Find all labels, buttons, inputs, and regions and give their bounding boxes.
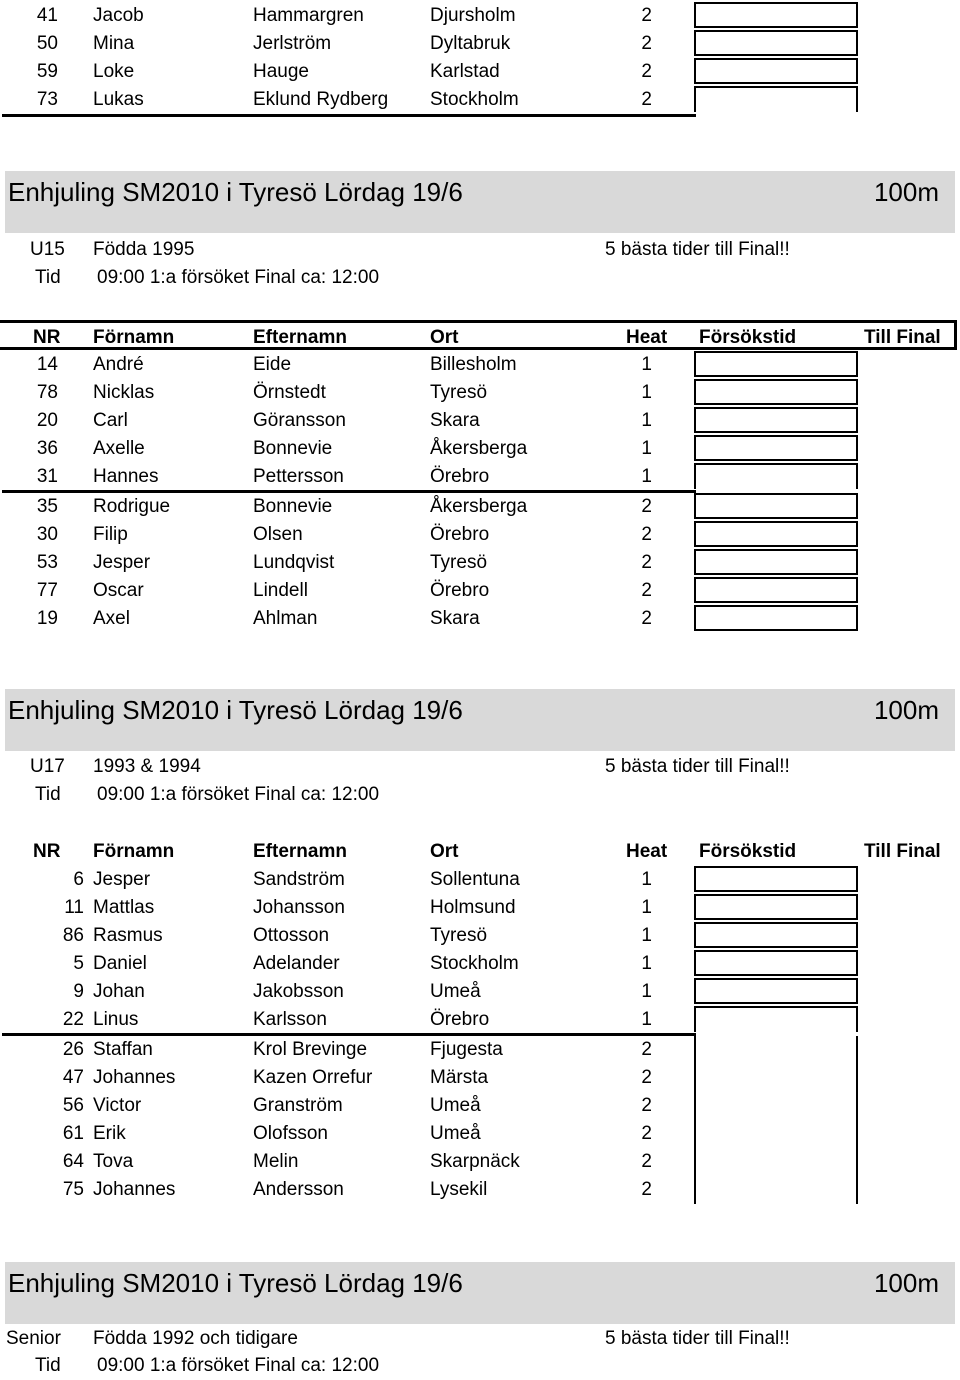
column-edge xyxy=(856,1036,858,1204)
efternamn-cell: Hammargren xyxy=(253,5,364,26)
fornamn-cell: André xyxy=(93,354,144,375)
table-row xyxy=(0,407,960,435)
heat-cell: 1 xyxy=(641,466,652,487)
nr-cell: 59 xyxy=(36,61,58,82)
table-row xyxy=(0,435,960,463)
ort-cell: Djursholm xyxy=(430,5,516,26)
table-row xyxy=(0,894,960,922)
section-distance: 100m xyxy=(873,1268,939,1298)
ort-cell: Örebro xyxy=(430,524,490,545)
table-row xyxy=(0,351,960,379)
forsokstid-input-box[interactable] xyxy=(694,463,858,489)
nr-cell: 26 xyxy=(62,1039,84,1060)
table-row xyxy=(0,549,960,577)
ort-cell: Stockholm xyxy=(430,953,519,974)
fornamn-cell: Daniel xyxy=(93,953,147,974)
class-info xyxy=(0,236,960,264)
tid-label: Tid xyxy=(35,1355,61,1376)
ort-cell: Örebro xyxy=(430,1009,490,1030)
section-distance: 100m xyxy=(873,177,939,207)
col-header-efternamn: Efternamn xyxy=(253,841,347,862)
col-header-heat: Heat xyxy=(626,327,668,348)
nr-cell: 50 xyxy=(36,33,58,54)
heat-cell: 2 xyxy=(641,33,652,54)
fornamn-cell: Carl xyxy=(93,410,128,431)
heat-cell: 1 xyxy=(641,354,652,375)
section-title: Enhjuling SM2010 i Tyresö Lördag 19/6 xyxy=(8,695,463,725)
nr-cell: 47 xyxy=(62,1067,84,1088)
tid-label: Tid xyxy=(35,267,61,288)
ort-cell: Dyltabruk xyxy=(430,33,511,54)
col-header-fornamn: Förnamn xyxy=(93,841,175,862)
nr-cell: 41 xyxy=(36,5,58,26)
heat-cell: 1 xyxy=(641,1009,652,1030)
efternamn-cell: Bonnevie xyxy=(253,438,333,459)
heat-cell: 2 xyxy=(641,1039,652,1060)
ort-cell: Örebro xyxy=(430,580,490,601)
heat-cell: 2 xyxy=(641,1095,652,1116)
col-header-till-final: Till Final xyxy=(864,841,941,862)
fornamn-cell: Johan xyxy=(93,981,145,1002)
time-info xyxy=(0,1352,960,1380)
heat-cell: 1 xyxy=(641,382,652,403)
table-header xyxy=(0,837,960,867)
table-row xyxy=(0,950,960,978)
nr-cell: 75 xyxy=(62,1179,84,1200)
table-row xyxy=(0,2,960,30)
fornamn-cell: Tova xyxy=(93,1151,134,1172)
nr-cell: 73 xyxy=(36,89,58,110)
fornamn-cell: Mattlas xyxy=(93,897,155,918)
ort-cell: Fjugesta xyxy=(430,1039,503,1060)
table-row xyxy=(0,463,960,491)
fornamn-cell: Axelle xyxy=(93,438,145,459)
col-header-ort: Ort xyxy=(430,841,459,862)
col-header-ort: Ort xyxy=(430,327,459,348)
table-row xyxy=(0,1006,960,1034)
tid-value: 09:00 1:a försöket Final ca: 12:00 xyxy=(97,1355,380,1376)
table-row xyxy=(0,1176,960,1204)
ort-cell: Umeå xyxy=(430,1095,481,1116)
nr-cell: 31 xyxy=(36,466,58,487)
nr-cell: 56 xyxy=(62,1095,84,1116)
fornamn-cell: Hannes xyxy=(93,466,159,487)
nr-cell: 9 xyxy=(73,981,84,1002)
heat-cell: 1 xyxy=(641,410,652,431)
table-row xyxy=(0,1092,960,1120)
nr-cell: 86 xyxy=(62,925,84,946)
ort-cell: Skara xyxy=(430,410,480,431)
heat-cell: 1 xyxy=(641,897,652,918)
final-note: 5 bästa tider till Final!! xyxy=(605,239,790,260)
class-label: U15 xyxy=(30,239,65,260)
class-label: U17 xyxy=(30,756,65,777)
table-row xyxy=(0,978,960,1006)
fornamn-cell: Oscar xyxy=(93,580,144,601)
table-row xyxy=(0,1036,960,1064)
forsokstid-input-box[interactable] xyxy=(694,493,858,519)
fornamn-cell: Johannes xyxy=(93,1179,176,1200)
class-info xyxy=(0,753,960,781)
forsokstid-input-box[interactable] xyxy=(694,351,858,377)
group-divider xyxy=(2,114,696,117)
table-row xyxy=(0,86,960,114)
nr-cell: 19 xyxy=(36,608,58,629)
section-banner xyxy=(5,171,955,233)
ort-cell: Skarpnäck xyxy=(430,1151,520,1172)
ort-cell: Stockholm xyxy=(430,89,519,110)
forsokstid-input-box[interactable] xyxy=(694,605,858,631)
ort-cell: Åkersberga xyxy=(430,438,528,459)
tid-label: Tid xyxy=(35,784,61,805)
nr-cell: 64 xyxy=(62,1151,84,1172)
nr-cell: 6 xyxy=(73,869,84,890)
fornamn-cell: Loke xyxy=(93,61,135,82)
col-header-forsokstid: Försökstid xyxy=(699,841,797,862)
efternamn-cell: Andersson xyxy=(253,1179,344,1200)
efternamn-cell: Melin xyxy=(253,1151,299,1172)
fornamn-cell: Victor xyxy=(93,1095,142,1116)
efternamn-cell: Jakobsson xyxy=(253,981,344,1002)
fornamn-cell: Lukas xyxy=(93,89,144,110)
efternamn-cell: Eide xyxy=(253,354,292,375)
heat-cell: 1 xyxy=(641,438,652,459)
col-header-heat: Heat xyxy=(626,841,668,862)
section-distance: 100m xyxy=(873,695,939,725)
fornamn-cell: Linus xyxy=(93,1009,139,1030)
table-row xyxy=(0,605,960,633)
col-header-till-final: Till Final xyxy=(864,327,941,348)
tid-value: 09:00 1:a försöket Final ca: 12:00 xyxy=(97,267,380,288)
efternamn-cell: Johansson xyxy=(253,897,345,918)
ort-cell: Umeå xyxy=(430,1123,481,1144)
efternamn-cell: Ottosson xyxy=(253,925,330,946)
efternamn-cell: Krol Brevinge xyxy=(253,1039,368,1060)
fornamn-cell: Jesper xyxy=(93,869,151,890)
ort-cell: Holmsund xyxy=(430,897,516,918)
efternamn-cell: Eklund Rydberg xyxy=(253,89,389,110)
efternamn-cell: Granström xyxy=(253,1095,343,1116)
forsokstid-input-box[interactable] xyxy=(694,922,858,948)
forsokstid-input-box[interactable] xyxy=(694,950,858,976)
forsokstid-input-box[interactable] xyxy=(694,1006,858,1032)
heat-cell: 1 xyxy=(641,925,652,946)
efternamn-cell: Olsen xyxy=(253,524,303,545)
nr-cell: 78 xyxy=(36,382,58,403)
heat-cell: 2 xyxy=(641,524,652,545)
class-info xyxy=(0,1325,960,1353)
column-edge xyxy=(694,1036,696,1204)
section-banner xyxy=(5,1262,955,1324)
table-row xyxy=(0,1064,960,1092)
forsokstid-input-box[interactable] xyxy=(694,894,858,920)
table-row xyxy=(0,1120,960,1148)
fornamn-cell: Erik xyxy=(93,1123,126,1144)
table-row xyxy=(0,922,960,950)
efternamn-cell: Ahlman xyxy=(253,608,318,629)
heat-cell: 1 xyxy=(641,869,652,890)
fornamn-cell: Axel xyxy=(93,608,130,629)
col-header-forsokstid: Försökstid xyxy=(699,327,797,348)
tid-value: 09:00 1:a försöket Final ca: 12:00 xyxy=(97,784,380,805)
birth-years: Födda 1992 och tidigare xyxy=(93,1328,298,1349)
forsokstid-input-box[interactable] xyxy=(694,58,858,84)
section-title: Enhjuling SM2010 i Tyresö Lördag 19/6 xyxy=(8,1268,463,1298)
forsokstid-input-box[interactable] xyxy=(694,30,858,56)
nr-cell: 30 xyxy=(36,524,58,545)
class-label: Senior xyxy=(6,1328,61,1349)
ort-cell: Karlstad xyxy=(430,61,500,82)
forsokstid-input-box[interactable] xyxy=(694,549,858,575)
efternamn-cell: Örnstedt xyxy=(253,382,326,403)
efternamn-cell: Göransson xyxy=(253,410,346,431)
section-banner xyxy=(5,689,955,751)
heat-cell: 1 xyxy=(641,981,652,1002)
fornamn-cell: Mina xyxy=(93,33,135,54)
ort-cell: Tyresö xyxy=(430,925,488,946)
efternamn-cell: Bonnevie xyxy=(253,496,333,517)
table-row xyxy=(0,379,960,407)
efternamn-cell: Lindell xyxy=(253,580,308,601)
heat-cell: 2 xyxy=(641,1123,652,1144)
heat-cell: 1 xyxy=(641,953,652,974)
nr-cell: 11 xyxy=(64,897,84,918)
ort-cell: Tyresö xyxy=(430,382,488,403)
forsokstid-input-box[interactable] xyxy=(694,407,858,433)
table-row xyxy=(0,30,960,58)
time-info xyxy=(0,781,960,809)
nr-cell: 22 xyxy=(62,1009,84,1030)
ort-cell: Åkersberga xyxy=(430,496,528,517)
ort-cell: Skara xyxy=(430,608,480,629)
table-row xyxy=(0,521,960,549)
heat-cell: 2 xyxy=(641,1179,652,1200)
forsokstid-input-box[interactable] xyxy=(694,866,858,892)
efternamn-cell: Kazen Orrefur xyxy=(253,1067,373,1088)
final-note: 5 bästa tider till Final!! xyxy=(605,1328,790,1349)
table-row xyxy=(0,866,960,894)
efternamn-cell: Olofsson xyxy=(253,1123,328,1144)
forsokstid-input-box[interactable] xyxy=(694,521,858,547)
efternamn-cell: Adelander xyxy=(253,953,340,974)
heat-cell: 2 xyxy=(641,1151,652,1172)
heat-cell: 2 xyxy=(641,580,652,601)
final-note: 5 bästa tider till Final!! xyxy=(605,756,790,777)
fornamn-cell: Jesper xyxy=(93,552,151,573)
time-info xyxy=(0,264,960,292)
forsokstid-input-box[interactable] xyxy=(694,86,858,112)
nr-cell: 77 xyxy=(36,580,58,601)
forsokstid-input-box[interactable] xyxy=(694,435,858,461)
efternamn-cell: Pettersson xyxy=(253,466,344,487)
birth-years: Födda 1995 xyxy=(93,239,195,260)
nr-cell: 53 xyxy=(36,552,58,573)
heat-cell: 2 xyxy=(641,552,652,573)
heat-cell: 2 xyxy=(641,496,652,517)
heat-cell: 2 xyxy=(641,1067,652,1088)
ort-cell: Märsta xyxy=(430,1067,489,1088)
nr-cell: 36 xyxy=(36,438,58,459)
fornamn-cell: Rasmus xyxy=(93,925,163,946)
efternamn-cell: Lundqvist xyxy=(253,552,335,573)
ort-cell: Lysekil xyxy=(430,1179,488,1200)
heat-cell: 2 xyxy=(641,89,652,110)
fornamn-cell: Jacob xyxy=(93,5,144,26)
ort-cell: Örebro xyxy=(430,466,490,487)
fornamn-cell: Staffan xyxy=(93,1039,153,1060)
fornamn-cell: Johannes xyxy=(93,1067,176,1088)
col-header-efternamn: Efternamn xyxy=(253,327,347,348)
efternamn-cell: Karlsson xyxy=(253,1009,327,1030)
forsokstid-input-box[interactable] xyxy=(694,379,858,405)
table-row xyxy=(0,493,960,521)
nr-cell: 14 xyxy=(36,354,58,375)
ort-cell: Tyresö xyxy=(430,552,488,573)
ort-cell: Umeå xyxy=(430,981,481,1002)
birth-years: 1993 & 1994 xyxy=(93,756,201,777)
forsokstid-input-box[interactable] xyxy=(694,577,858,603)
nr-cell: 61 xyxy=(62,1123,84,1144)
table-row xyxy=(0,1148,960,1176)
fornamn-cell: Nicklas xyxy=(93,382,155,403)
table-row xyxy=(0,58,960,86)
nr-cell: 20 xyxy=(36,410,58,431)
efternamn-cell: Jerlström xyxy=(253,33,332,54)
ort-cell: Billesholm xyxy=(430,354,517,375)
ort-cell: Sollentuna xyxy=(430,869,520,890)
heat-cell: 2 xyxy=(641,61,652,82)
table-header xyxy=(0,320,957,350)
table-row xyxy=(0,577,960,605)
col-header-fornamn: Förnamn xyxy=(93,327,175,348)
efternamn-cell: Sandström xyxy=(253,869,345,890)
section-title: Enhjuling SM2010 i Tyresö Lördag 19/6 xyxy=(8,177,463,207)
col-header-nr: NR xyxy=(33,841,61,862)
heat-cell: 2 xyxy=(641,608,652,629)
col-header-nr: NR xyxy=(33,327,61,348)
efternamn-cell: Hauge xyxy=(253,61,309,82)
heat-cell: 2 xyxy=(641,5,652,26)
fornamn-cell: Filip xyxy=(93,524,128,545)
forsokstid-input-box[interactable] xyxy=(694,978,858,1004)
forsokstid-input-box[interactable] xyxy=(694,2,858,28)
nr-cell: 35 xyxy=(36,496,58,517)
nr-cell: 5 xyxy=(73,953,84,974)
fornamn-cell: Rodrigue xyxy=(93,496,171,517)
